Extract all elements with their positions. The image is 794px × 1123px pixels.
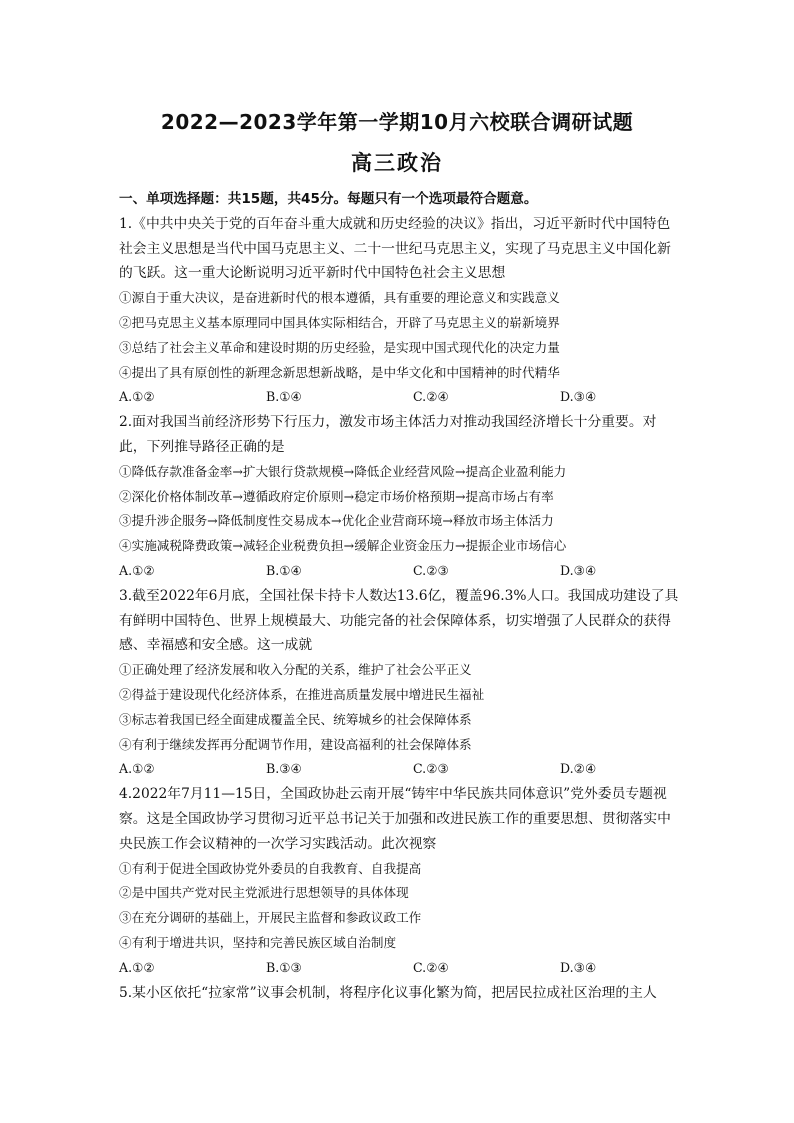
statement-option: ④有利于增进共识，坚持和完善民族区域自治制度 [119, 934, 397, 950]
statement-option: ①源自于重大决议，是奋进新时代的根本遵循，具有重要的理论意义和实践意义 [119, 290, 560, 306]
question-stem: 5.某小区依托“拉家常”议事会机制，将程序化议事化繁为简，把居民拉成社区治理的主人 [119, 984, 657, 1001]
choice-a: A.①② [119, 761, 155, 777]
statement-option: ③总结了社会主义革命和建设时期的历史经验，是实现中国式现代化的决定力量 [119, 339, 560, 355]
answer-choices [119, 559, 679, 584]
statement-option: ④有利于继续发挥再分配调节作用，建设高福利的社会保障体系 [119, 736, 472, 752]
answer-choices [119, 757, 679, 782]
question-stem: 2.面对我国当前经济形势下行压力，激发市场主体活力对推动我国经济增长十分重要。对此，下列推导路径正确的是 [119, 414, 657, 455]
choice-d: D.③④ [560, 389, 597, 405]
choice-b: B.③④ [266, 761, 302, 777]
statement-option: ②深化价格体制改革→遵循政府定价原则→稳定市场价格预期→提高市场占有率 [119, 488, 554, 504]
question-stem: 3.截至2022年6月底，全国社保卡持卡人数达13.6亿，覆盖96.3%人口。我国成功建设了具有鲜明中国特色、世界上规模最大、功能完备的社会保障体系，切实增强了人民群众的获得感、幸福感和安全感。这一成就 [119, 587, 679, 654]
statement-option: ③在充分调研的基础上，开展民主监督和参政议政工作 [119, 910, 422, 926]
statement-option: ③标志着我国已经全面建成覆盖全民、统筹城乡的社会保障体系 [119, 711, 472, 727]
question-1 [119, 212, 679, 410]
statement-option: ④实施减税降费政策→减轻企业税费负担→缓解企业资金压力→提振企业市场信心 [119, 538, 567, 554]
choice-b: B.①④ [266, 389, 302, 405]
choice-c: C.②④ [413, 959, 449, 975]
question-3 [119, 584, 679, 782]
question-4 [119, 782, 679, 980]
exam-subject: 高三政治 [351, 151, 443, 175]
answer-choices [119, 956, 679, 981]
choice-c: C.②③ [413, 562, 449, 578]
question-2 [119, 410, 679, 584]
choice-d: D.③④ [560, 959, 597, 975]
question-stem: 1.《中共中央关于党的百年奋斗重大成就和历史经验的决议》指出，习近平新时代中国特色社会主义思想是当代中国马克思主义、二十一世纪马克思主义，实现了马克思主义中国化新的飞跃。这一重大论断说明习近平新时代中国特色社会主义思想 [119, 215, 671, 282]
choice-a: A.①② [119, 562, 155, 578]
choice-a: A.①② [119, 389, 155, 405]
statement-option: ②把马克思主义基本原理同中国具体实际相结合，开辟了马克思主义的崭新境界 [119, 314, 560, 330]
choice-d: D.②④ [560, 761, 597, 777]
statement-option: ③提升涉企服务→降低制度性交易成本→优化企业营商环境→释放市场主体活力 [119, 513, 554, 529]
section-heading: 一、单项选择题：共15题，共45分。每题只有一个选项最符合题意。 [119, 191, 538, 207]
choice-d: D.③④ [560, 562, 597, 578]
statement-option: ②得益于建设现代化经济体系，在推进高质量发展中增进民生福祉 [119, 686, 485, 702]
choice-c: C.②③ [413, 761, 449, 777]
statement-option: ④提出了具有原创性的新理念新思想新战略，是中华文化和中国精神的时代精华 [119, 364, 560, 380]
choice-a: A.①② [119, 959, 155, 975]
question-content [119, 187, 679, 1005]
statement-option: ①降低存款准备金率→扩大银行贷款规模→降低企业经营风险→提高企业盈利能力 [119, 463, 567, 479]
statement-option: ①有利于促进全国政协党外委员的自我教育、自我提高 [119, 860, 422, 876]
question-stem: 4.2022年7月11—15日，全国政协赴云南开展“铸牢中华民族共同体意识”党外委员专题视察。这是全国政协学习贯彻习近平总书记关于加强和改进民族工作的重要思想、贯彻落实中央民族工作会议精神的一次学习实践活动。此次视察 [119, 786, 671, 852]
choice-c: C.②④ [413, 389, 449, 405]
choice-b: B.①④ [266, 562, 302, 578]
exam-title: 2022—2023学年第一学期10月六校联合调研试题 [160, 110, 634, 134]
statement-option: ①正确处理了经济发展和收入分配的关系，维护了社会公平正义 [119, 662, 472, 678]
choice-b: B.①③ [266, 959, 302, 975]
statement-option: ②是中国共产党对民主党派进行思想领导的具体体现 [119, 885, 409, 901]
answer-choices [119, 385, 679, 410]
question-5 [119, 981, 679, 1006]
